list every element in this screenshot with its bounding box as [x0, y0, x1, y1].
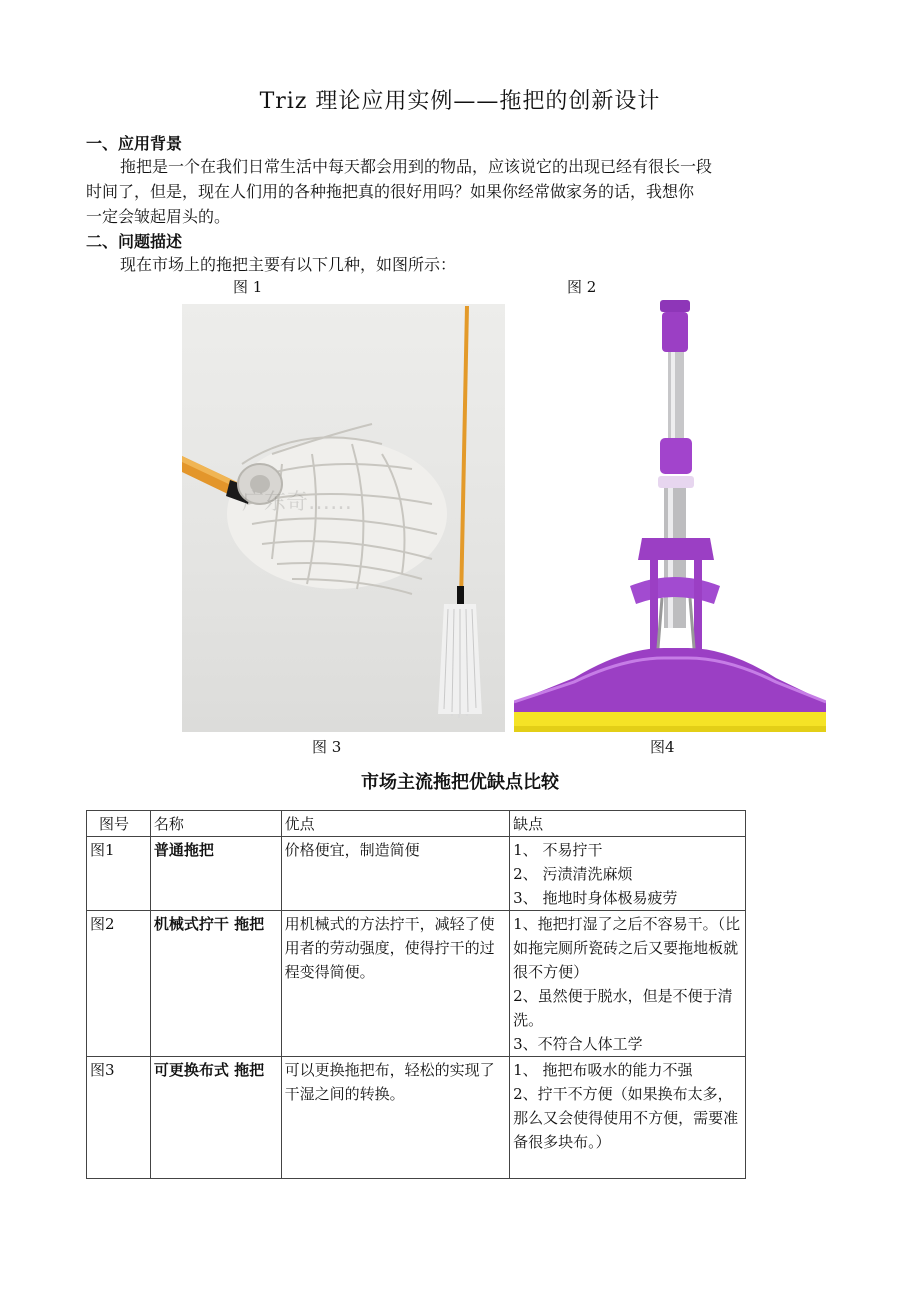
table-row	[87, 1057, 746, 1179]
photo-mechanical-mop	[514, 298, 826, 734]
row-fig: 图1	[87, 837, 151, 911]
row-pros: 用机械式的方法拧干，减轻了使用者的劳动强度，使得拧干的过程变得简便。	[281, 911, 510, 1057]
background-paragraph	[86, 154, 826, 229]
row-pros: 可以更换拖把布，轻松的实现了干湿之间的转换。	[281, 1057, 510, 1179]
comparison-table	[86, 810, 746, 1179]
figure-1-label: 图 1	[233, 278, 263, 296]
cons-item: 1、 不易拧干	[513, 841, 603, 859]
figure-3-label: 图 3	[312, 738, 342, 756]
header-cons: 缺点	[510, 811, 746, 837]
figure-4-label: 图4	[650, 738, 675, 756]
section-heading-background: 一、应用背景	[86, 134, 183, 153]
background-line-3: 一定会皱起眉头的。	[86, 207, 231, 226]
table-row	[87, 911, 746, 1057]
cons-item: 2、虽然便于脱水，但是不便于清洗。	[513, 987, 733, 1029]
watermark: 广东奇……	[242, 490, 353, 515]
background-line-2: 时间了，但是，现在人们用的各种拖把真的很好用吗？如果你经常做家务的话，我想你	[86, 182, 695, 201]
cons-item: 3、 拖地时身体极易疲劳	[513, 889, 678, 907]
row-name: 普通拖把	[150, 837, 281, 911]
header-fig: 图号	[87, 811, 151, 837]
cons-item: 2、 污渍清洗麻烦	[513, 865, 633, 883]
header-pros: 优点	[281, 811, 510, 837]
row-name: 可更换布式 拖把	[150, 1057, 281, 1179]
row-pros: 价格便宜，制造简便	[281, 837, 510, 911]
table-header-row	[87, 811, 746, 837]
cons-item: 2、拧干不方便（如果换布太多，那么又会使得使用不方便，需要准备很多块布。）	[513, 1085, 739, 1151]
cons-item: 1、 拖把布吸水的能力不强	[513, 1061, 693, 1079]
table-title: 市场主流拖把优缺点比较	[361, 772, 559, 793]
background-line-1: 拖把是一个在我们日常生活中每天都会用到的物品，应该说它的出现已经有很长一段	[120, 157, 713, 176]
section-heading-problem: 二、问题描述	[86, 232, 183, 251]
row-cons	[510, 911, 746, 1057]
table-row	[87, 837, 746, 911]
cons-item: 3、不符合人体工学	[513, 1035, 643, 1053]
row-fig: 图2	[87, 911, 151, 1057]
figure-2-label: 图 2	[567, 278, 597, 296]
row-fig: 图3	[87, 1057, 151, 1179]
cons-item: 1、拖把打湿了之后不容易干。（比如拖完厕所瓷砖之后又要拖地板就很不方便）	[513, 915, 741, 981]
row-cons	[510, 837, 746, 911]
problem-intro: 现在市场上的拖把主要有以下几种，如图所示：	[120, 255, 457, 274]
mechanical-mop-illustration	[514, 298, 826, 734]
page-title: Triz 理论应用实例——拖把的创新设计	[259, 89, 661, 114]
row-cons	[510, 1057, 746, 1179]
photo-string-mops	[182, 304, 505, 732]
string-mop-illustration	[182, 304, 505, 732]
header-name: 名称	[150, 811, 281, 837]
row-name: 机械式拧干 拖把	[150, 911, 281, 1057]
